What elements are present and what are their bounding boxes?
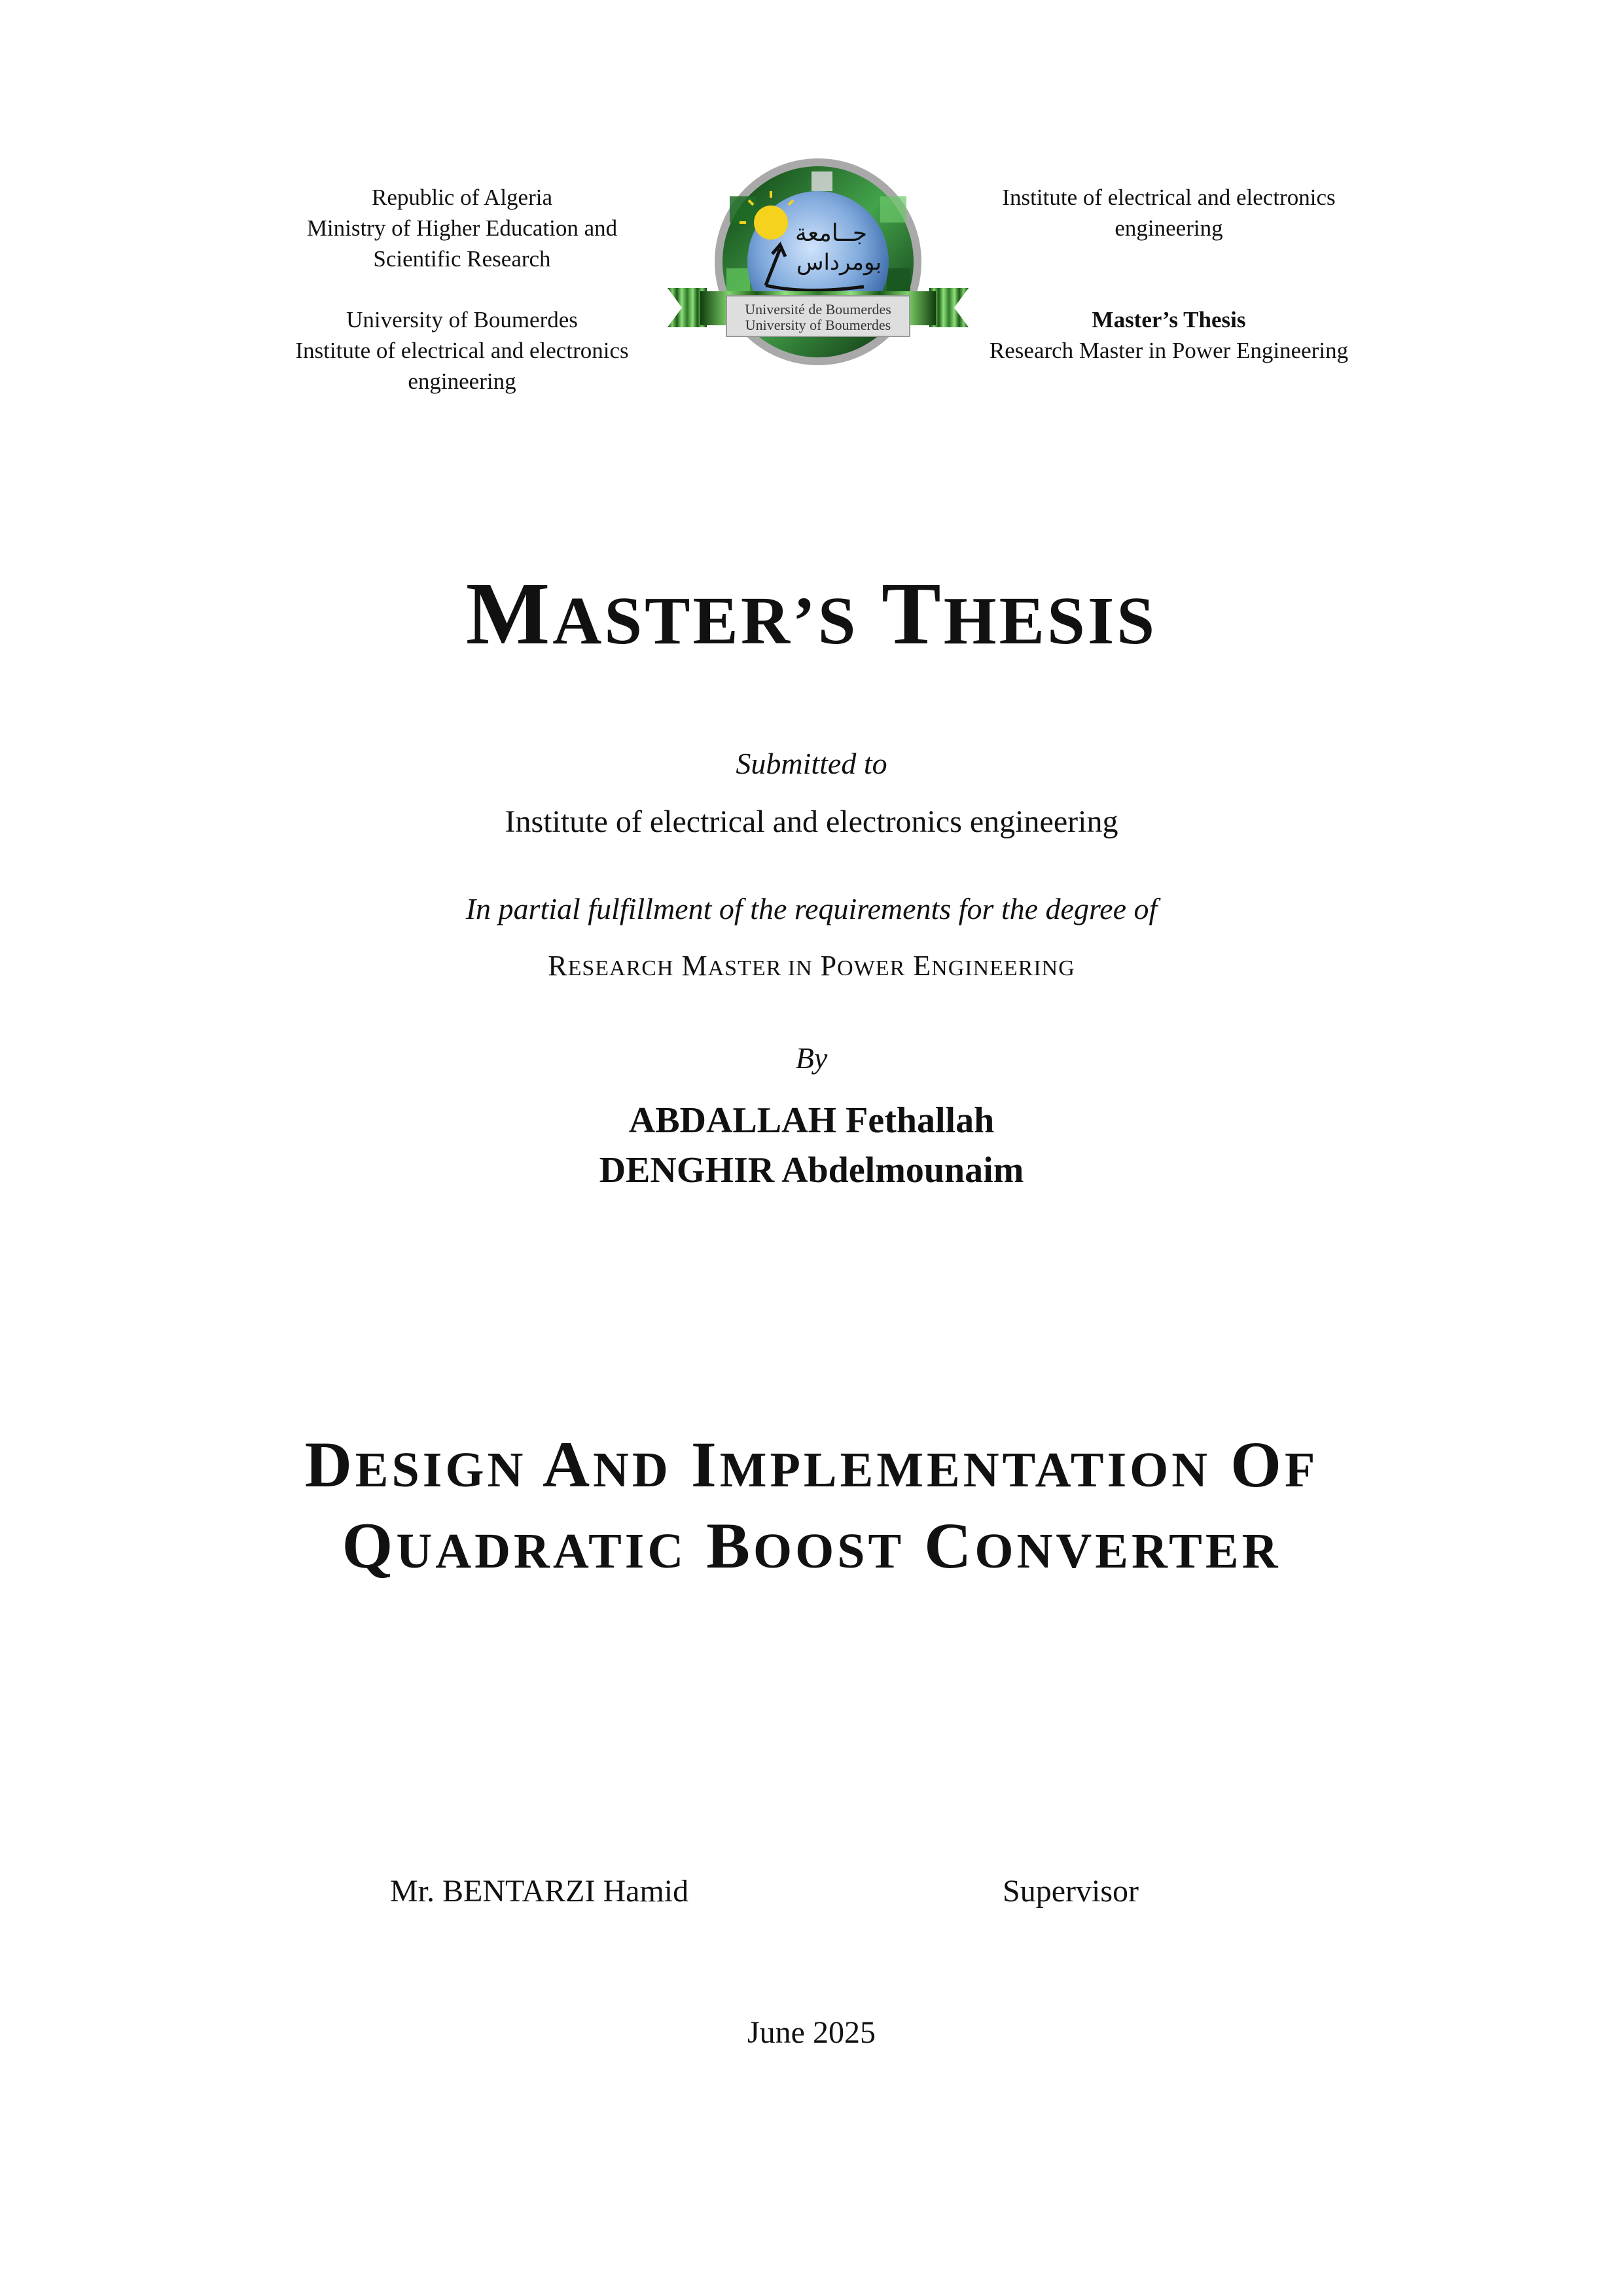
- by-label: By: [795, 1041, 828, 1075]
- page-title: [0, 562, 1623, 673]
- logo-arabic-line2: بومرداس: [796, 249, 882, 276]
- logo-arabic-line1: جــامعة: [794, 220, 868, 247]
- thesis-title: [249, 1427, 1374, 1589]
- header-right-spacer: [940, 243, 1398, 304]
- author-name: DENGHIR Abdelmounaim: [599, 1150, 1024, 1191]
- header-right-block: [940, 182, 1398, 366]
- logo-banner-line1: Université de Boumerdes: [745, 301, 891, 317]
- header-right-institute-line1: Institute of electrical and electronics: [1002, 185, 1336, 210]
- supervisor-role: Supervisor: [1003, 1874, 1139, 1909]
- thesis-title-line2: QUADRATIC BOOST CONVERTER: [342, 1509, 1281, 1582]
- header-left-line-university: University of Boumerdes: [346, 307, 578, 332]
- header-left-line-institute: Institute of electrical and electronics: [295, 338, 629, 363]
- header-left-line-engineering: engineering: [408, 368, 516, 394]
- header-left-spacer: [266, 274, 658, 304]
- university-logo-graphic: [668, 157, 969, 373]
- header-left-line-research: Scientific Research: [373, 246, 551, 272]
- thesis-title-line1: DESIGN AND IMPLEMENTATION OF: [304, 1428, 1319, 1501]
- header-right-institute-line2: engineering: [1115, 215, 1223, 241]
- header-left-block: [266, 182, 658, 397]
- supervisor-name: Mr. BENTARZI Hamid: [390, 1874, 689, 1909]
- logo-banner-line2: University of Boumerdes: [745, 317, 891, 333]
- title-word-2: THESIS: [882, 565, 1158, 663]
- degree-name: RESEARCH MASTER IN POWER ENGINEERING: [548, 950, 1075, 982]
- header-right-program: Research Master in Power Engineering: [989, 338, 1349, 363]
- header-right-thesis-type: Master’s Thesis: [1092, 307, 1246, 332]
- header-left-line-republic: Republic of Algeria: [371, 185, 553, 210]
- title-word-1: MASTER’S: [465, 565, 859, 663]
- submitted-to-label: Submitted to: [736, 747, 887, 780]
- header-left-line-ministry: Ministry of Higher Education and: [306, 215, 618, 241]
- partial-fulfillment-text: In partial fulfillment of the requirements for the degree of: [465, 892, 1158, 925]
- university-logo: [668, 157, 969, 373]
- submission-date: June 2025: [747, 2015, 876, 2050]
- logo-sun-icon: [754, 206, 788, 240]
- author-name: ABDALLAH Fethallah: [628, 1100, 995, 1141]
- submitted-institute: Institute of electrical and electronics engineering: [505, 804, 1118, 839]
